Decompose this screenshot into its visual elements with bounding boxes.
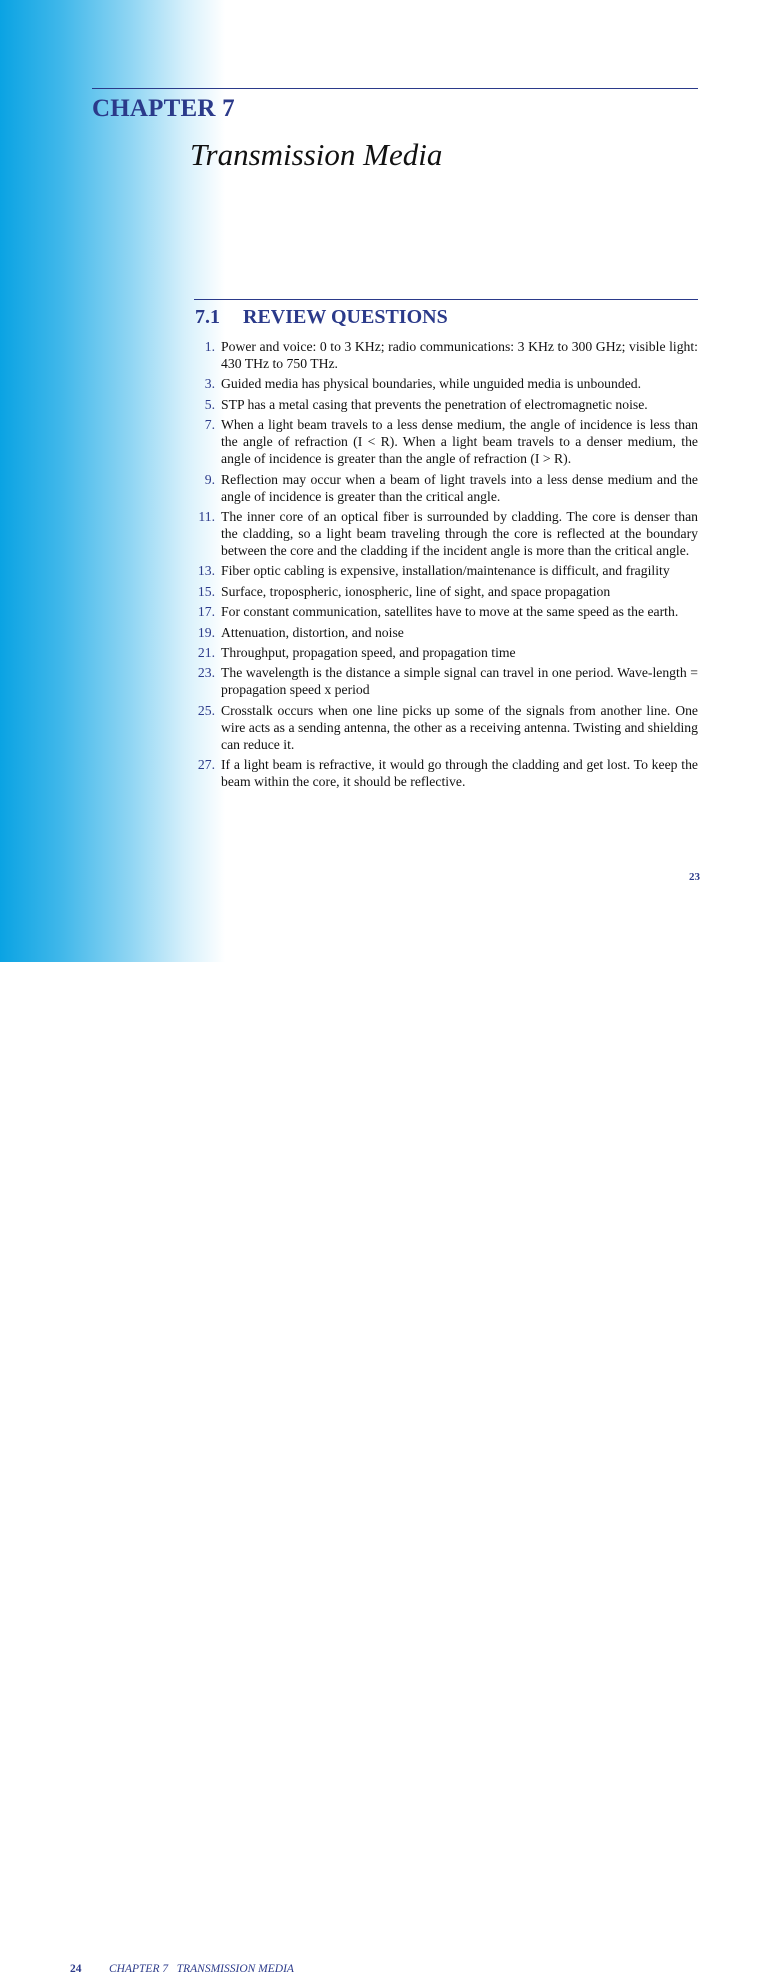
list-item-number: 13.: [197, 563, 215, 579]
list-item-number: 27.: [197, 757, 215, 773]
list-item: [190, 562, 698, 579]
list-item-text: STP has a metal casing that prevents the penetration of electromagnetic noise.: [221, 396, 648, 412]
list-item-number: 9.: [204, 471, 215, 487]
list-item: [190, 583, 698, 600]
list-item-text: When a light beam travels to a less dense medium, the angle of incidence is less than the angle of refraction (I < R). When a light beam travels to a denser medium, the angle of incidence is greater than the angle of refraction (I > R).: [221, 417, 698, 467]
list-item: [190, 508, 698, 559]
list-item-number: 19.: [197, 624, 215, 640]
list-item-text: Reflection may occur when a beam of light travels into a less dense medium and the angle of incidence is greater than the critical angle.: [221, 471, 698, 504]
list-item-number: 15.: [197, 583, 215, 599]
next-page-footer: [0, 962, 768, 1975]
section-title: REVIEW QUESTIONS: [243, 306, 448, 328]
list-item-number: 7.: [204, 417, 215, 433]
list-item: [190, 603, 698, 620]
chapter-label: CHAPTER 7: [92, 95, 235, 122]
review-questions-list: [190, 338, 698, 793]
list-item: [190, 471, 698, 505]
list-item: [190, 702, 698, 753]
page-number: 23: [689, 871, 700, 883]
list-item: [190, 756, 698, 790]
list-item-text: Power and voice: 0 to 3 KHz; radio communications: 3 KHz to 300 GHz; visible light: 430 THz to 750 THz.: [221, 339, 698, 371]
section-number: 7.1: [195, 306, 220, 328]
footer-page-number: 24: [70, 1963, 82, 1975]
list-item-number: 11.: [198, 508, 215, 524]
list-item: [190, 375, 698, 392]
list-item-text: If a light beam is refractive, it would go through the cladding and get lost. To keep the beam within the core, it should be reflective.: [221, 757, 698, 790]
list-item-number: 17.: [197, 604, 215, 620]
list-item-text: Fiber optic cabling is expensive, installation/maintenance is difficult, and fragility: [221, 563, 670, 579]
chapter-rule: [92, 88, 698, 89]
list-item-text: Attenuation, distortion, and noise: [221, 624, 404, 640]
running-head: CHAPTER 7 TRANSMISSION MEDIA: [109, 1963, 294, 1975]
list-item-text: Throughput, propagation speed, and propagation time: [221, 644, 516, 660]
list-item: [190, 624, 698, 641]
list-item-text: The wavelength is the distance a simple signal can travel in one period. Wave-length = propagation speed x period: [221, 665, 698, 698]
section-heading: [195, 306, 448, 329]
list-item-text: Crosstalk occurs when one line picks up some of the signals from another line. One wire acts as a sending antenna, the other as a receiving antenna. Twisting and shielding can reduce it.: [221, 702, 698, 752]
list-item: [190, 644, 698, 661]
list-item-text: The inner core of an optical fiber is surrounded by cladding. The core is denser than the cladding, so a light beam traveling through the core is reflected at the boundary between the core and the cladding if the incident angle is more than the critical angle.: [221, 508, 698, 558]
list-item: [190, 338, 698, 372]
list-item: [190, 664, 698, 698]
list-item-number: 1.: [204, 339, 215, 354]
list-item-number: 21.: [197, 644, 215, 660]
list-item: [190, 396, 698, 413]
list-item-number: 5.: [204, 396, 215, 412]
list-item-number: 23.: [197, 665, 215, 681]
list-item-text: Surface, tropospheric, ionospheric, line of sight, and space propagation: [221, 583, 611, 599]
list-item-number: 25.: [197, 702, 215, 718]
section-rule: [194, 299, 698, 300]
list-item: [190, 416, 698, 467]
chapter-title: Transmission Media: [190, 137, 443, 172]
list-item-text: For constant communication, satellites have to move at the same speed as the earth.: [221, 604, 679, 620]
list-item-number: 3.: [204, 376, 215, 392]
document-page: [0, 0, 768, 962]
list-item-text: Guided media has physical boundaries, while unguided media is unbounded.: [221, 376, 642, 392]
